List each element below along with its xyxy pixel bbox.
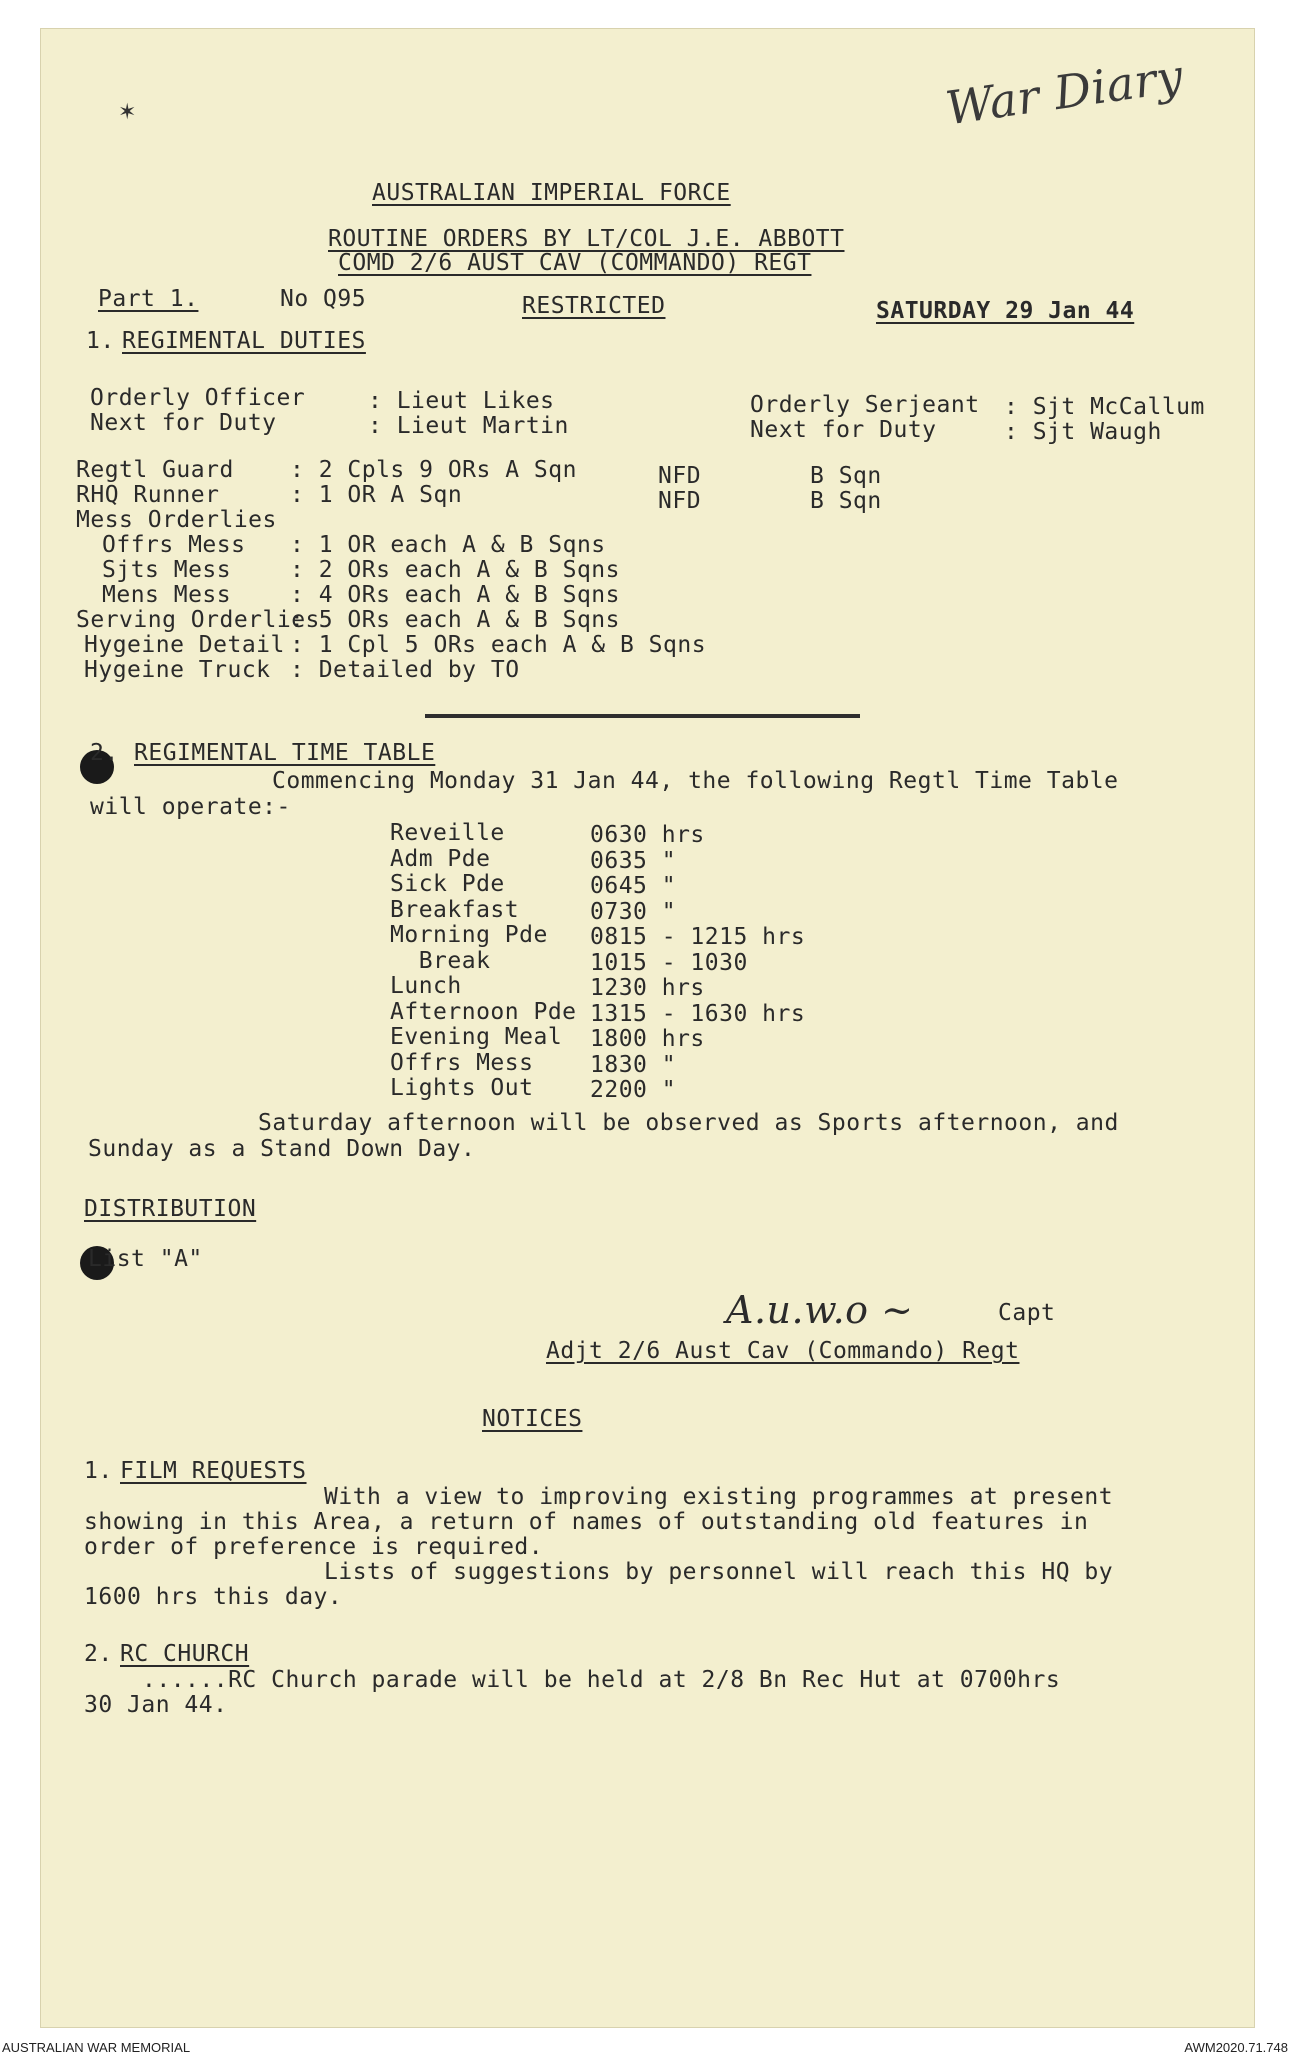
section-divider (425, 714, 860, 718)
serjeant-label: Orderly Serjeant (750, 392, 980, 418)
duty-label: Regtl Guard (76, 457, 234, 483)
part-number: Part 1. (98, 286, 199, 312)
duty-label: Mess Orderlies (76, 507, 277, 533)
duty-value: : 4 ORs each A & B Sqns (290, 582, 620, 608)
timetable-item: Sick Pde (390, 871, 505, 897)
serjeant-value: : Sjt Waugh (1004, 419, 1162, 445)
sports-note-line-1: Saturday afternoon will be observed as Sports afternoon, and (258, 1110, 1119, 1136)
timetable-intro-2: will operate:- (90, 794, 291, 820)
timetable-time: 2200 " (590, 1077, 677, 1103)
duty-value: : Detailed by TO (290, 657, 520, 683)
duty-value: : 1 Cpl 5 ORs each A & B Sqns (290, 632, 707, 658)
notice-line: 30 Jan 44. (84, 1692, 228, 1718)
notice-line: 1600 hrs this day. (84, 1584, 343, 1610)
order-date: SATURDAY 29 Jan 44 (876, 298, 1135, 324)
sports-note-line-2: Sunday as a Stand Down Day. (88, 1136, 476, 1162)
orders-line-1: ROUTINE ORDERS BY LT/COL J.E. ABBOTT (328, 226, 845, 252)
timetable-time: 0645 " (590, 873, 677, 899)
timetable-item: Morning Pde (390, 922, 548, 948)
duty-label: Mens Mess (102, 582, 232, 608)
duty-label: RHQ Runner (76, 482, 220, 508)
duty-label: Hygeine Detail (84, 632, 285, 658)
duty-value: : 2 Cpls 9 ORs A Sqn (290, 457, 577, 483)
section2-number: 2. (90, 740, 119, 766)
notice-line: Lists of suggestions by personnel will reach this HQ by (324, 1559, 1114, 1585)
duty-value: : 1 OR each A & B Sqns (290, 532, 606, 558)
section1-number: 1. (86, 328, 115, 354)
timetable-item: Adm Pde (390, 845, 491, 872)
classification: RESTRICTED (522, 293, 666, 319)
timetable-item: Reveille (390, 820, 505, 846)
timetable-time: 0635 " (590, 847, 677, 874)
officer-label: Orderly Officer (90, 385, 306, 411)
notice-number: 2. (84, 1641, 113, 1667)
force-title: AUSTRALIAN IMPERIAL FORCE (372, 180, 731, 206)
timetable-time: 1015 - 1030 (590, 949, 748, 976)
order-number: No Q95 (280, 286, 367, 312)
duty-nfd: NFD (658, 463, 702, 489)
duty-label: Sjts Mess (102, 557, 232, 583)
timetable-time: 1800 hrs (590, 1026, 705, 1052)
timetable-time: 1830 " (590, 1051, 677, 1078)
footer-credit: AUSTRALIAN WAR MEMORIAL (2, 2040, 191, 2055)
notice-line: order of preference is required. (84, 1534, 544, 1560)
timetable-item: Offrs Mess (390, 1049, 534, 1076)
duty-nfd: NFD (658, 488, 702, 514)
notice-line: ......RC Church parade will be held at 2/8 Bn Rec Hut at 0700hrs (142, 1667, 1061, 1693)
signature-rank: Capt (998, 1300, 1056, 1326)
footer-accession: AWM2020.71.748 (1184, 2040, 1288, 2055)
notice-heading: RC CHURCH (120, 1641, 250, 1667)
orders-line-2: COMD 2/6 AUST CAV (COMMANDO) REGT (338, 250, 812, 276)
timetable-item: Evening Meal (390, 1024, 563, 1050)
officer-value: : Lieut Likes (368, 388, 555, 414)
timetable-item: Breakfast (390, 896, 520, 923)
timetable-time: 1230 hrs (590, 975, 705, 1001)
distribution-list: List "A" (88, 1246, 203, 1272)
timetable-item: Lunch (390, 973, 462, 999)
staple-mark: ✶ (118, 100, 137, 125)
timetable-item: Lights Out (390, 1075, 534, 1101)
section1-heading: REGIMENTAL DUTIES (122, 328, 366, 354)
notice-number: 1. (84, 1458, 113, 1484)
duty-relief-sqn: B Sqn (810, 463, 882, 489)
notice-heading: FILM REQUESTS (120, 1458, 307, 1484)
timetable-time: 0730 " (590, 898, 677, 925)
war-diary-annotation: War Diary (942, 48, 1187, 136)
timetable-time: 0630 hrs (590, 822, 705, 848)
notices-heading: NOTICES (482, 1406, 583, 1432)
duty-label: Offrs Mess (102, 532, 246, 558)
duty-label: Hygeine Truck (84, 657, 271, 683)
officer-label: Next for Duty (90, 410, 277, 436)
timetable-item: Break (390, 947, 491, 974)
serjeant-label: Next for Duty (750, 417, 937, 443)
serjeant-value: : Sjt McCallum (1004, 394, 1205, 420)
duty-label: Serving Orderlies (76, 607, 320, 633)
signature-scrawl: A.u.w.o ~ (726, 1288, 914, 1332)
timetable-intro-1: Commencing Monday 31 Jan 44, the following Regtl Time Table (272, 768, 1119, 794)
duty-value: : 5 ORs each A & B Sqns (290, 607, 620, 633)
duty-value: : 2 ORs each A & B Sqns (290, 557, 620, 583)
section2-heading: REGIMENTAL TIME TABLE (134, 740, 436, 766)
timetable-time: 0815 - 1215 hrs (590, 924, 806, 950)
duty-value: : 1 OR A Sqn (290, 482, 463, 508)
duty-relief-sqn: B Sqn (810, 488, 882, 514)
distribution-heading: DISTRIBUTION (84, 1196, 257, 1222)
signature-appointment: Adjt 2/6 Aust Cav (Commando) Regt (546, 1338, 1020, 1364)
officer-value: : Lieut Martin (368, 413, 569, 439)
timetable-time: 1315 - 1630 hrs (590, 1000, 806, 1027)
document-sheet (40, 28, 1255, 2028)
notice-line: showing in this Area, a return of names of outstanding old features in (84, 1509, 1089, 1535)
timetable-item: Afternoon Pde (390, 998, 577, 1025)
notice-line: With a view to improving existing programmes at present (324, 1484, 1114, 1510)
